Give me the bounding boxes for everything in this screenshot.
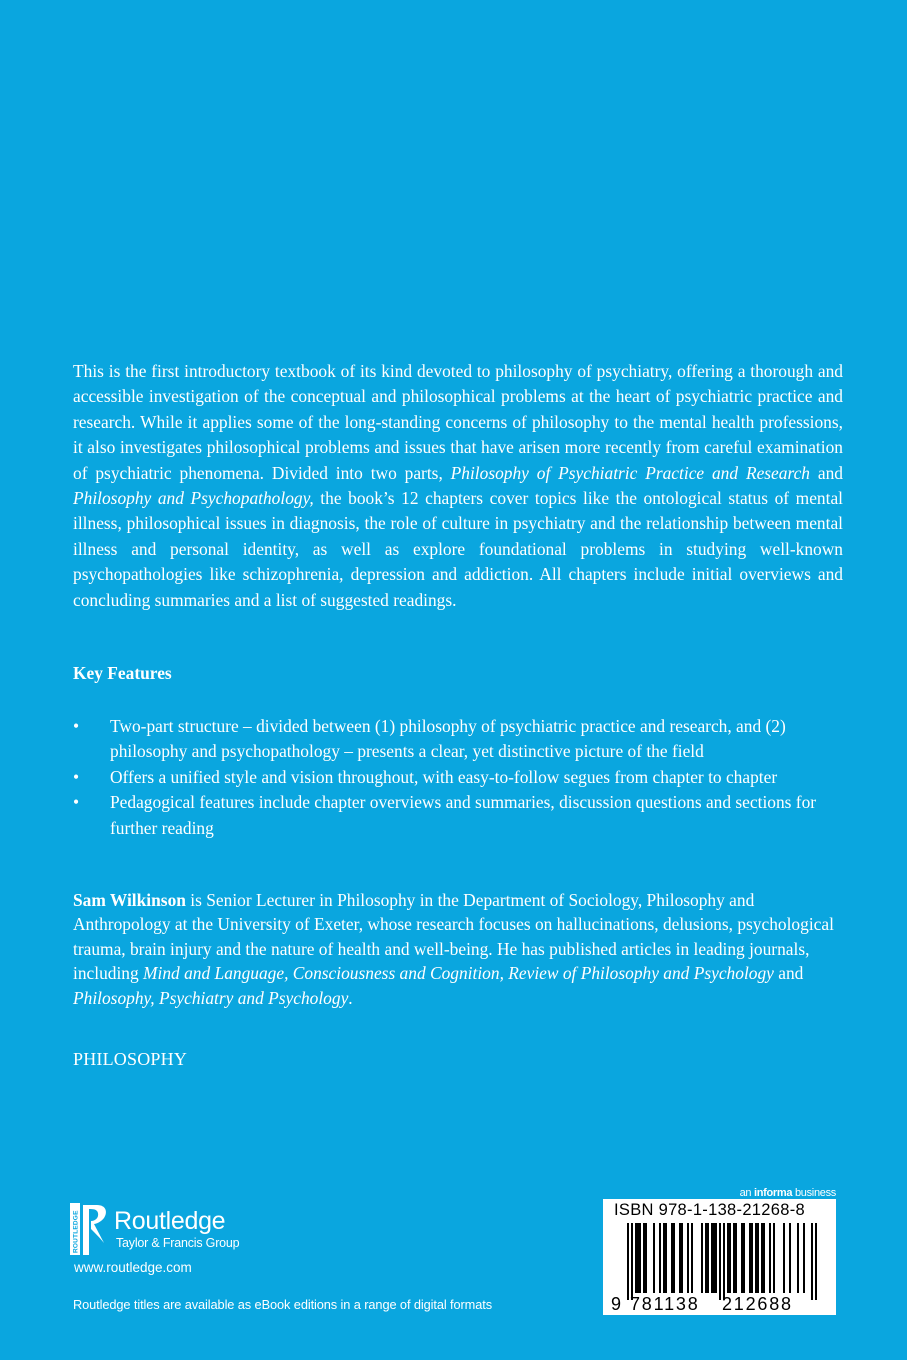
bio-text: is Senior Lecturer in Philosophy in the Department of Sociology, Philosophy and Anthropology at the University of Exeter, whose research focuses on hallucinations, delusions, psychological trauma, brain injury and the nature of health and well-being. He has published articles in leading journals, including <box>73 890 834 984</box>
journal-list: Mind and Language, Consciousness and Cognition, Review of Philosophy and Psychology <box>143 963 774 984</box>
feature-item <box>73 790 833 841</box>
barcode-left-digits: 781138 <box>630 1294 700 1314</box>
journal-list: Philosophy, Psychiatry and Psychology <box>73 987 349 1008</box>
author-name: Sam Wilkinson <box>73 890 186 910</box>
barcode-digits <box>603 1199 836 1315</box>
barcode-first-digit: 9 <box>611 1294 622 1314</box>
feature-item <box>73 765 833 790</box>
description-text: This is the first introductory textbook of its kind devoted to philosophy of psychiatry, offering a thorough and accessible investigation of the conceptual and philosophical problems at the heart of psychiatric practice and research. While it applies some of the long-standing concerns of philosophy to the mental health professions, it also investigates philosophical problems and issues that have arisen more recently from careful examination of psychiatric phenomena. Divided into two parts, <box>73 361 843 483</box>
feature-text: Offers a unified style and vision throughout, with easy-to-follow segues from chapter to chapter <box>110 766 778 787</box>
bullet-icon: • <box>73 792 80 813</box>
author-bio <box>73 888 843 1010</box>
ebook-availability-note: Routledge titles are available as eBook editions in a range of digital formats <box>73 1297 493 1312</box>
key-features-list <box>73 714 833 841</box>
description-text: and <box>810 462 843 483</box>
isbn-label: ISBN 978-1-138-21268-8 <box>614 1201 805 1219</box>
barcode-right-digits: 212688 <box>722 1294 793 1314</box>
informa-business-tag <box>740 1187 836 1199</box>
informa-prefix: an <box>739 1187 754 1199</box>
routledge-r-icon <box>70 1203 112 1257</box>
publisher-group: Taylor & Francis Group <box>116 1236 240 1250</box>
bullet-icon: • <box>73 716 80 736</box>
description-text: the book’s 12 chapters cover topics like the ontological status of mental illness, philosophical issues in diagnosis, the role of culture in psychiatry and the relationship between mental illness and personal identity, as well as explore foundational problems in studying well-known psychopathologies like schizophrenia, depression and addiction. All chapters include initial overviews and concluding summaries and a list of suggested readings. <box>73 488 843 610</box>
subject-category: PHILOSOPHY <box>73 1049 188 1069</box>
routledge-logo <box>70 1203 270 1257</box>
book-description <box>73 359 843 613</box>
bio-text: and <box>773 963 804 984</box>
isbn-barcode <box>603 1199 836 1315</box>
part-one-title: Philosophy of Psychiatric Practice and Research <box>450 462 811 483</box>
informa-brand: informa <box>753 1187 793 1199</box>
publisher-website: www.routledge.com <box>74 1260 192 1275</box>
informa-suffix: business <box>792 1187 836 1199</box>
feature-text: Two-part structure – divided between (1) philosophy of psychiatric practice and research, and (2) philosophy and psychopathology – presents a clear, yet distinctive picture of the field <box>110 716 786 762</box>
feature-item <box>73 714 833 765</box>
bio-text: . <box>348 987 353 1008</box>
feature-text: Pedagogical features include chapter overviews and summaries, discussion questions and sections for further reading <box>110 792 817 838</box>
key-features-heading: Key Features <box>73 663 172 683</box>
bullet-icon: • <box>73 766 80 787</box>
publisher-name: Routledge <box>114 1207 226 1235</box>
part-two-title: Philosophy and Psychopathology, <box>73 488 314 509</box>
logo-vertical-text: ROUTLEDGE <box>72 1210 80 1253</box>
